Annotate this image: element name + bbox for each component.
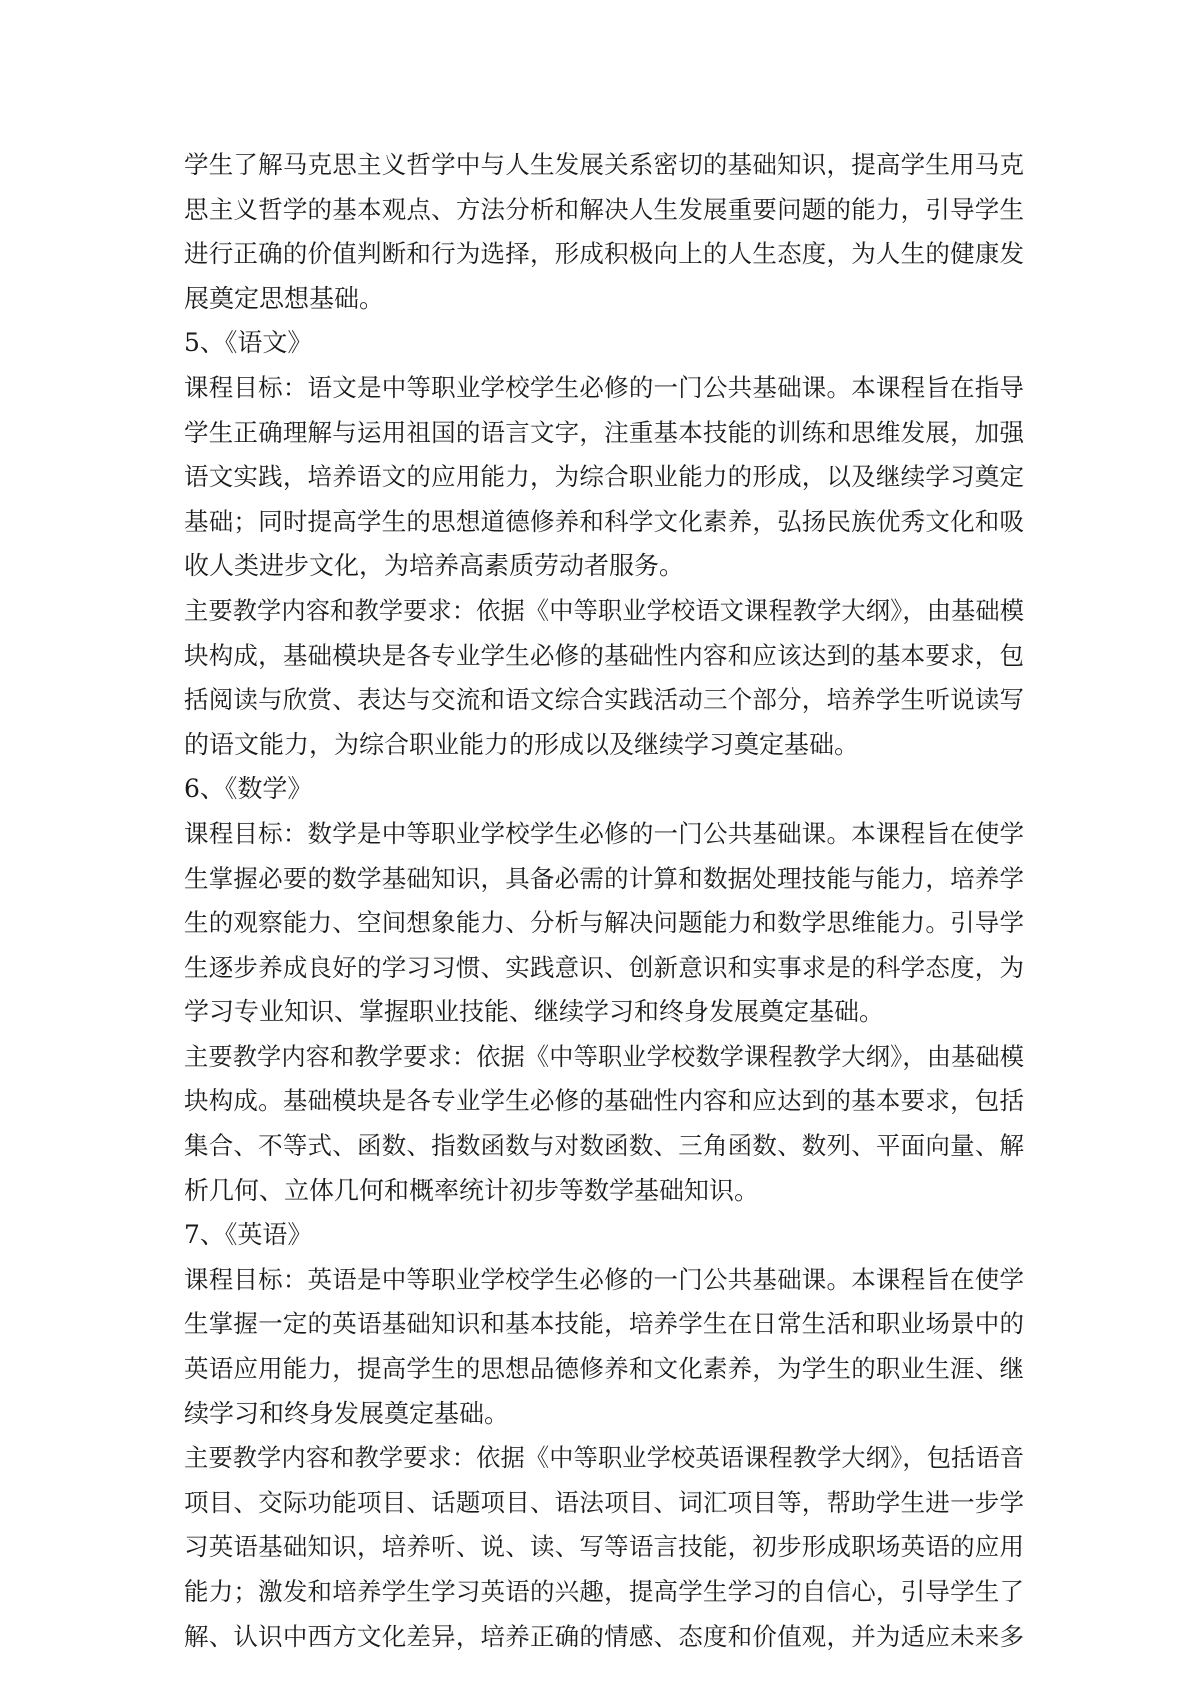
text-line: 析几何、立体几何和概率统计初步等数学基础知识。: [184, 1175, 760, 1205]
text-line: 生逐步养成良好的学习习惯、实践意识、创新意识和实事求是的科学态度，为: [184, 952, 1024, 982]
text-line: 块构成。基础模块是各专业学生必修的基础性内容和应达到的基本要求，包括: [184, 1086, 1024, 1116]
text-line: 习英语基础知识，培养听、说、读、写等语言技能，初步形成职场英语的应用: [184, 1532, 1024, 1562]
text-line: 块构成，基础模块是各专业学生必修的基础性内容和应该达到的基本要求，包: [184, 640, 1024, 670]
text-line: 学习专业知识、掌握职业技能、继续学习和终身发展奠定基础。: [184, 997, 885, 1027]
text-line: 主要教学内容和教学要求：依据《中等职业学校语文课程教学大纲》，由基础模: [184, 595, 1024, 625]
text-line: 生掌握必要的数学基础知识，具备必需的计算和数据处理技能与能力，培养学: [184, 863, 1024, 893]
text-line: 课程目标：数学是中等职业学校学生必修的一门公共基础课。本课程旨在使学: [184, 818, 1024, 848]
text-line: 5、《语文》: [184, 328, 313, 358]
text-line: 进行正确的价值判断和行为选择，形成积极向上的人生态度，为人生的健康发: [184, 239, 1024, 269]
text-line: 的语文能力，为综合职业能力的形成以及继续学习奠定基础。: [184, 729, 860, 759]
text-line: 能力；激发和培养学生学习英语的兴趣，提高学生学习的自信心，引导学生了: [184, 1577, 1024, 1606]
text-line: 7、《英语》: [184, 1220, 313, 1250]
text-line: 集合、不等式、函数、指数函数与对数函数、三角函数、数列、平面向量、解: [184, 1131, 1024, 1161]
text-line: 生的观察能力、空间想象能力、分析与解决问题能力和数学思维能力。引导学: [184, 908, 1024, 938]
text-line: 主要教学内容和教学要求：依据《中等职业学校数学课程教学大纲》，由基础模: [184, 1041, 1024, 1071]
text-line: 6、《数学》: [184, 774, 313, 804]
document-body: [184, 143, 1024, 1659]
text-line: 语文实践，培养语文的应用能力，为综合职业能力的形成，以及继续学习奠定: [184, 462, 1024, 492]
text-line: 生掌握一定的英语基础知识和基本技能，培养学生在日常生活和职业场景中的: [184, 1309, 1024, 1339]
text-line: 基础；同时提高学生的思想道德修养和科学文化素养，弘扬民族优秀文化和吸: [184, 506, 1024, 536]
text-line: 主要教学内容和教学要求：依据《中等职业学校英语课程教学大纲》，包括语音: [184, 1443, 1024, 1473]
text-line: 思主义哲学的基本观点、方法分析和解决人生发展重要问题的能力，引导学生: [184, 194, 1024, 224]
text-line: 解、认识中西方文化差异，培养正确的情感、态度和价值观，并为适应未来多: [184, 1621, 1024, 1651]
text-line: 括阅读与欣赏、表达与交流和语文综合实践活动三个部分，培养学生听说读写: [184, 685, 1024, 715]
text-line: 学生正确理解与运用祖国的语言文字，注重基本技能的训练和思维发展，加强: [184, 417, 1024, 447]
text-line: 项目、交际功能项目、话题项目、语法项目、词汇项目等，帮助学生进一步学: [184, 1487, 1024, 1517]
text-line: 展奠定思想基础。: [184, 283, 385, 313]
text-line: 英语应用能力，提高学生的思想品德修养和文化素养，为学生的职业生涯、继: [184, 1354, 1024, 1384]
text-line: 收人类进步文化，为培养高素质劳动者服务。: [184, 551, 685, 581]
text-line: 课程目标：语文是中等职业学校学生必修的一门公共基础课。本课程旨在指导: [184, 372, 1024, 402]
text-line: 续学习和终身发展奠定基础。: [184, 1398, 510, 1428]
text-line: 课程目标：英语是中等职业学校学生必修的一门公共基础课。本课程旨在使学: [184, 1264, 1024, 1294]
text-line: 学生了解马克思主义哲学中与人生发展关系密切的基础知识，提高学生用马克: [184, 150, 1024, 179]
